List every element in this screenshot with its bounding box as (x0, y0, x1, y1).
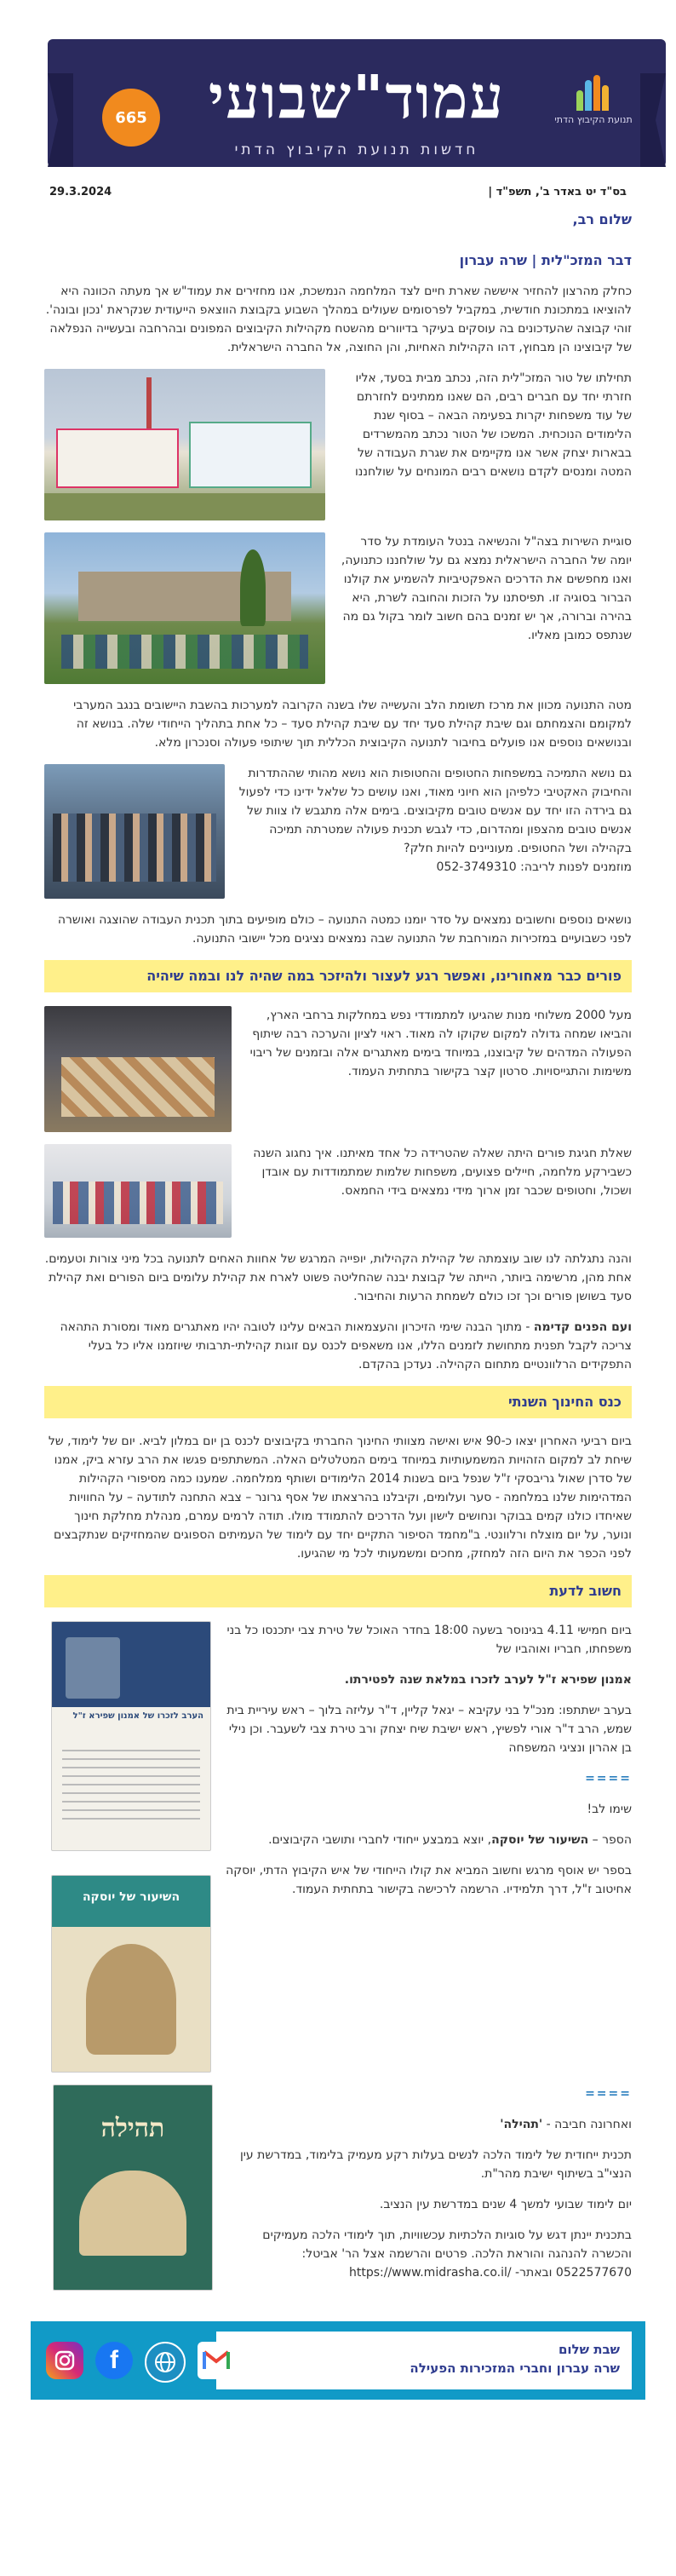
important-images-column (44, 1621, 211, 2073)
editor-paragraph-4: מטה התנועה מכוון את מרכז תשומת הלב והעשייה שלו בשנה הקרובה למערכות בהשבת היישובים בנגב המערבי למקומם והצמחתם וגם שיבת קהילת סעד יחד עם שיבת קהילת סעד – כל אחת בתהליך הייחודי שלה. בנושא זה ובנושאים נוספים אנו פועלים בחיבור לתנועה הקיבוצית הכללית תוך שיתופי פעולה וסנכרון מלא. (73, 699, 632, 750)
newsletter-subtitle: חדשות תנועת הקיבוץ הדתי (234, 141, 479, 158)
contact-line: מוזמנים לפנות לריבה: 052-3749310 (436, 860, 632, 874)
memorial-flyer-caption: הערב לזכרו של אמנון שפירא ז"ל (72, 1711, 203, 1721)
volunteers-packing-photo (44, 1144, 232, 1238)
wheat-logo-icon (576, 72, 610, 111)
tehila-block (226, 2084, 632, 2294)
editor-paragraph-3: סוגיית השירות בצה"ל והנשיאה בנטל העומדת על סדר יומה של החברה הישראלית נמצא גם על שולחננו כתנועה, ואנו מחפשים את הדרכים האפקטיביות להשמיע את קולנו הברור בסוגיה זו. תפיסתנו על הזכות והחובה לשרת, היא בהירה וברורה, אך יש זמנים בהם חשוב לומר בקול גם מה שנתפס כמובן מאליו. (341, 535, 632, 642)
newsletter-title: עמוד"שבועי (208, 61, 506, 132)
editor-paragraph-2: תחילתו של טור המזכ"לית הזה, נכתב מבית בסעד, אליו חזרתי יחד עם חברים רבים, הם שאנו ממתינים לחזרתם של עוד משפחות יקרות בפעימה הבאה – בסוף שנת הלימודים הנוכחית. המשכו של הטור נכתב מהמשרדים בבארות יצחק אשר אנו מקיימים את שגרת העבודה של המטה ומנסים לקדם נושאים רבים המונחים על שולחננו (354, 371, 632, 479)
instagram-icon[interactable] (46, 2342, 83, 2379)
group-of-people-photo (44, 764, 225, 899)
editor-section-title: דבר המזכ"לית | שרה עברון (459, 252, 632, 268)
globe-icon[interactable] (145, 2342, 186, 2383)
tehila-paragraph-2: יום לימוד שבועי למשך 4 שנים במדרשת עין הנציב. (379, 2198, 632, 2211)
movement-logo (547, 72, 640, 157)
memorial-paragraph-1: ביום חמישי 4.11 בגינוסר בשעה 18:00 בחדר האוכל של טירת צבי יתכנסו כל בני משפחתו, חבריו ואוהביו של (226, 1624, 632, 1656)
book-paragraph-1 (225, 1831, 632, 1849)
purim-row-1 (44, 1006, 632, 1132)
ribbon-left (48, 73, 73, 167)
editor-paragraph-6: נושאים נוספים וחשובים נמצאים על סדר יומנו כמטה התנועה – כולם מופיעים בתוך תכנית העבודה שהוצגה ואושרה לפני כשבועיים במזכירות המורחבת של התנועה שבה נמצאים נציגים מכל יישובי התנועה. (57, 913, 632, 946)
important-section-title: חשוב לדעת (44, 1575, 632, 1607)
social-icons (46, 2342, 235, 2383)
important-row-1 (44, 1621, 632, 2073)
education-summit-paragraph: ביום רביעי האחרון יצאו כ-90 איש ואישה מצוותי החינוך החברתי בקיבוצים לכנס בן יום במלון לביא. יום של לימוד, של שיחת לב למקום הזהויות המשמעותיות במיוחד בימים המטלטלים האלה. המשתתפים פגשו את הרב עזרא ביק, אמנו של סדרן שאול גריבסקי ז"ל שנפל ביום בשנות 2014 הלימודים ושותף ממלחמה. שמענו כמה מסיפורי הקהילות המדהימות שלנו במלחמה - סער ועלומים, וקיבלנו בהרצאתו של אסף גרונר – צבא התחנה לתודעה – על החוויות שאיחדו כולנו קמים בבוקר ונחושים לישון ועל הדרכים להתמודד מולו. תודה לרמים עמרם, מנהלת מחלקת חינוך ונוער, על יום מוצלח ורלוונטי. ב"מחמד הסיפור התקיים יחד עם לימוד של העמיתים הספוגים שהמחזיקים שנתקבצים לפני הכפר את היום הזה למחזק, מחכים ומשמעותי לכל מי שהגיעו. (48, 1435, 632, 1561)
date-row (49, 186, 627, 198)
purim-row-2 (44, 1144, 632, 1238)
memorial-paragraph-2: בערב ישתתפו: מנכ"ל בני עקיבא – יגאל קליין, ד"ר עליזה בלוך – ראש עיריית בית שמש, הרב ד"ר אורי לפשיץ, ראש ישיבת שיח יצחק ורב טירת צבי לשעבר. וכן נילי בן אהרון ונציגי המשפחה (226, 1704, 632, 1755)
editor-row-1 (44, 369, 632, 520)
purim-paragraph-4-bold: ועם הפנים קדימה (533, 1320, 632, 1334)
book-paragraph-1-rest: , יוצא במבצע ייחודי לחברי ותושבי הקיבוצים. (268, 1833, 492, 1847)
editor-paragraph-5: גם נושא התמיכה במשפחות החטופים והחטופות הוא נושא מהותי שההתדרות והחיבוק האקטיבי כלפיהן הוא חיוני מאוד, ואנו עושים כל שלאל ידינו כדי לפעול גם בירדה הזו יחד עם אנשים טובים מקיבוצים. בימים אלה מתגבש לו צוות של אנשים טובים מהצפון ומהדרום, כדי לגבש תכנית פעולה שמטרתה תמיכה בקהילה ושל החטופים. מעוניינים להיות חלק? (238, 767, 632, 855)
editor-row-3 (44, 764, 632, 899)
attention-note: שימו לב! (587, 1803, 632, 1816)
main-content (44, 210, 632, 2294)
tehila-heading-pre: ואחרונה חביבה - (542, 2118, 632, 2131)
picnic-lawn-photo (44, 532, 325, 684)
purim-paragraph-4 (44, 1318, 632, 1374)
purim-section-title: פורים כבר מאחורינו, ואפשר רגע לעצור ולהיזכר במה שהיה לנו ובמה שיהיה (44, 960, 632, 992)
book-cover-image (51, 1875, 211, 2073)
tehila-poster-title: תהילה (100, 2113, 165, 2143)
tehila-paragraph-1: תכנית ייחודית של לימוד הלכה לנשים בעלות רקע מעמיק בלימוד, במדרשת עין הנצי"ב בשיתוף ישיבת מהר"ת. (239, 2148, 632, 2181)
purim-paragraph-3: והנה נתגלתה לנו שוב עוצמתה של קהילת הקהילות, יופייה המרגש של אחוות האחים לתנועה בכל מיני צורות וטעמים. אחת מהן, מרשימה ביותר, הייתה של קבוצת יבנה שהחליטה פשוט לארח את קהילת עלומים ביום הפורים ואת קהילת סעד בשושן פורים וכך זכו כולם לשמחת הרעות והחיבור. (44, 1252, 632, 1303)
footer-signature: שרה עברון וחברי המזכירות הפעילה (410, 2360, 620, 2376)
separator-2: ==== (585, 2087, 632, 2101)
footer (31, 2321, 645, 2400)
important-row-2 (44, 2084, 632, 2294)
hebrew-date: בס"ד יט באדר ב', תשפ"ד | (488, 186, 627, 198)
header-banner (48, 39, 666, 167)
separator-1: ==== (585, 1772, 632, 1785)
book-cover-title: השיעור של יוסקה (82, 1890, 180, 1904)
ribbon-right (640, 73, 666, 167)
banner-poster-photo (44, 369, 325, 520)
book-title: השיעור של יוסקה (491, 1833, 589, 1847)
education-summit-title: כנס החינוך השנתי (44, 1386, 632, 1418)
tehila-heading (226, 2115, 632, 2134)
tehila-paragraph-3 (226, 2226, 632, 2282)
logo-text: תנועת הקיבוץ הדתי (554, 114, 633, 125)
book-paragraph-2: בספר יש אוסף מרגש וחשוב המביא את קולו הייחודי של איש הקיבוץ הדתי, יוסקה אחיטוב ז"ל, דרך תלמידיו. הרשמה לרכישה בקישור בתחתית העמוד. (226, 1864, 632, 1896)
footer-signoff-box (216, 2332, 632, 2389)
editor-block-5 (238, 764, 632, 877)
facebook-icon[interactable]: f (95, 2342, 133, 2379)
tehila-name: 'תהילה' (500, 2118, 543, 2131)
header (36, 24, 640, 181)
purim-paragraph-1: מעל 2000 משלוחי מנות שהגיעו למתמודדי נפש במחלקות ברחבי הארץ, והביאו שמחה גדולה למקום שקוקו לה מאוד. ראוי לציון והערכה רבה שיתוף הפעולה המדהים של קיבוצנו, במיוחד בימים מאתגרים אלה ובזמנים של ריבוי משימות והתגייסויות. סרטון קצר בקישור בתחתית העמוד. (249, 1009, 632, 1078)
issue-number-badge: 665 (102, 89, 160, 147)
car-trunk-gifts-photo (44, 1006, 232, 1132)
book-paragraph-1-pre: הספר – (588, 1833, 632, 1847)
purim-paragraph-2: שאלת חגיגת פורים היתה שאלה שהטרידה כל אחד מאיתנו. איך נחגוג השנה כשבירקע מלחמה, חיילים פצועים, משפחות שלמות שמתמודדות עם אובדן ושכול, וחטופים שכבר זמן ארוך מידי נמצאים בידי החמאס. (253, 1147, 632, 1198)
memorial-block (225, 1621, 632, 1911)
greeting: שלום רב, (572, 211, 632, 227)
tehila-poster-image (53, 2084, 213, 2291)
purim-paragraph-4-rest: - מתוך הבנה שימי הזיכרון והעצמאות הבאים עלינו לטובה יהיו מאתגרים מאוד ומסורת התהאה צריכה לקבל תפנית מתחושת לזמנים הללו, אנו משאפים לכנס עם זוגות קהילתי-תרבותי שיוזמנו אליו כל בעלי התפקידים הרלוונטיים מתחום הקהילה. נעדכן בהקדם. (60, 1320, 632, 1371)
editor-row-2 (44, 532, 632, 684)
gmail-icon[interactable] (198, 2342, 235, 2379)
memorial-flyer-image (51, 1621, 211, 1851)
footer-greeting: שבת שלום (558, 2342, 620, 2357)
editor-paragraph-1: כחלק מהרצון להחזיר איששה שארת חיים לצד המלחמה הנמשכת, אנו מחזירים את עמוד"ש אך מעתה הכוונה היא להוציאו במתכונת חודשית, במקביל לפרסומים שעולים במהלך השבוע בקבוצת הווצאפ הייעודית שנקראת 'נכון ובונה'. זוהי קבוצה שהעדכונים בה עוסקים בעיקר בדיוורים מהשטח מקהילות הקיבוצים המפונים ובהרחבה ובעשייה הנפלאה של קיבוצינו הן מבחוץ, דהו הקהילות האחיות, והן החוצה, אל החברה הישראלית. (45, 285, 632, 354)
midrasha-link[interactable]: https://www.midrasha.co.il/ (348, 2266, 512, 2280)
gregorian-date: 29.3.2024 (49, 186, 112, 198)
tehila-paragraph-3-text: בתכנית יינתן דגש על סוגיות הלכתיות עכשוויות, תוך לימודי הלכה מעמיקים והכשרה להנהגה והוראת הלכה. פרטים והרשמה אצל הר' אביטל: 0522577670 ובאתר- (262, 2228, 632, 2280)
memorial-paragraph-bold: אמנון שפירא ז"ל לערב לזכרו במלאת שנה לפטירתו. (344, 1673, 632, 1687)
